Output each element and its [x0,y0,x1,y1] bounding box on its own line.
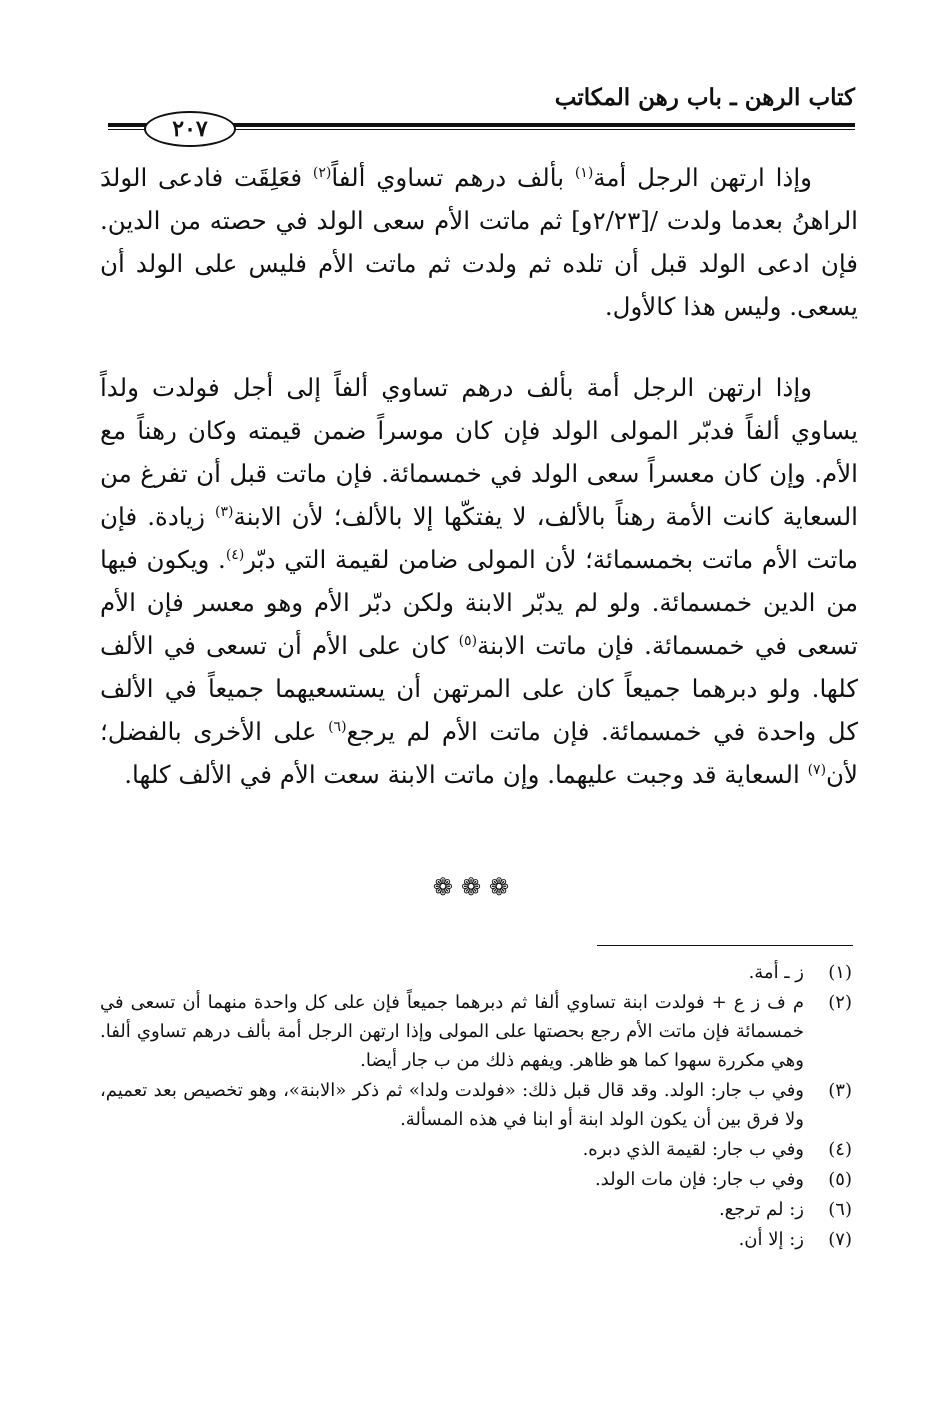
footnote-text: وفي ب جار: الولد. وقد قال قبل ذلك: «فولدت ولدا» ثم ذكر «الابنة»، وهو تخصيص بعد تعميم، ولا فرق بين أن يكون الولد ابنة أو ابنا في هذه المسألة. [100,1080,804,1130]
footnotes-block [100,958,852,1255]
footnote-text: وفي ب جار: فإن مات الولد. [594,1169,804,1190]
footnote-number: (٦) [828,1199,852,1220]
para2-text-c: . ويكون فيها من الدين خمسمائة. ولو لم يدبّر الابنة ولكن دبّر الأم وهو معسر فإن الأم تسعى في خمسمائة. فإن ماتت الابنة [100,545,858,660]
running-header-title: كتاب الرهن ـ باب رهن المكاتب [554,84,855,111]
para2-text-f: السعاية قد وجبت عليهما. وإن ماتت الابنة سعت الأم في الألف كلها. [124,760,808,789]
footnote-text: م ف ز ع + فولدت ابنة تساوي ألفا ثم دبرهما جميعاً فإن على كل واحدة منهما أن تسعى في خمسمائة فإن ماتت الأم رجع بحصتها على المولى وإذا ارتهن الرجل أمة بألف درهم تساوي ألفا. وهي مكررة سهوا كما هو ظاهر. ويفهم ذلك من ب جار أيضا. [100,992,804,1071]
page-number-badge [144,111,236,147]
footnote-ref-1[interactable]: (١) [574,164,594,181]
para2-text-d: كان على الأم أن تسعى في الألف كلها. ولو دبرهما جميعاً كان على المرتهن أن يستسعيهما جميعاً في الألف كل واحدة في خمسمائة. فإن ماتت الأم لم يرجع [100,631,858,746]
footnote-rule [597,945,853,946]
para1-text-c: فعَلِقَت فادعى الولدَ الراهنُ بعدما ولدت /[٢/٢٣و] ثم ماتت الأم سعى الولد في حصته من الدين. فإن ادعى الولد قبل أن تلده ثم ولدت ثم ماتت الأم فليس على الولد أن يسعى. وليس هذا كالأول. [100,163,858,321]
paragraph-1 [100,156,858,328]
footnote-number: (٣) [828,1080,852,1101]
footnote-text: ز: لم ترجع. [718,1199,804,1220]
footnote-item [100,1076,852,1134]
footnote-number: (٧) [828,1229,852,1250]
footnote-text: ز ـ أمة. [748,962,804,983]
footnote-number: (١) [828,962,852,983]
footnote-ref-5[interactable]: (٥) [458,632,478,649]
footnote-ref-4[interactable]: (٤) [225,546,245,563]
paragraph-2 [100,366,858,796]
footnote-item [100,988,852,1075]
footnote-item [100,1225,852,1254]
page-number: ٢٠٧ [172,116,208,142]
footnote-item [100,1165,852,1194]
footnote-number: (٢) [828,992,852,1013]
footnote-number: (٥) [828,1169,852,1190]
footnote-ref-6[interactable]: (٦) [328,718,347,735]
footnote-ref-2[interactable]: (٢) [312,164,332,181]
footnote-ref-3[interactable]: (٣) [215,503,234,520]
para2-text-b: زيادة. فإن ماتت الأم ماتت بخمسمائة؛ لأن المولى ضامن لقيمة التي دبّر [100,502,858,574]
footnote-ref-7[interactable]: (٧) [807,761,827,778]
para1-text-a: وإذا ارتهن الرجل أمة [593,163,812,192]
footnote-item [100,1135,852,1164]
footnote-number: (٤) [828,1139,852,1160]
footnote-text: ز: إلا أن. [738,1229,804,1250]
section-separator-ornament: ❁❁❁ [432,873,518,901]
para1-text-b: بألف درهم تساوي ألفاً [331,163,575,192]
para2-text-a: وإذا ارتهن الرجل أمة بألف درهم تساوي ألفاً إلى أجل فولدت ولداً يساوي ألفاً فدبّر المولى الولد فإن كان موسراً ضمن قيمته وكان رهناً مع الأم. وإن كان معسراً سعى الولد في خمسمائة. فإن ماتت قبل أن تفرغ من السعاية كانت الأمة رهناً بالألف، لا يفتكّها إلا بالألف؛ لأن الابنة [100,373,858,531]
para2-text-e: على الأخرى بالفضل؛ لأن [100,717,858,789]
footnote-item [100,958,852,987]
footnote-item [100,1195,852,1224]
footnote-text: وفي ب جار: لقيمة الذي دبره. [582,1139,804,1160]
